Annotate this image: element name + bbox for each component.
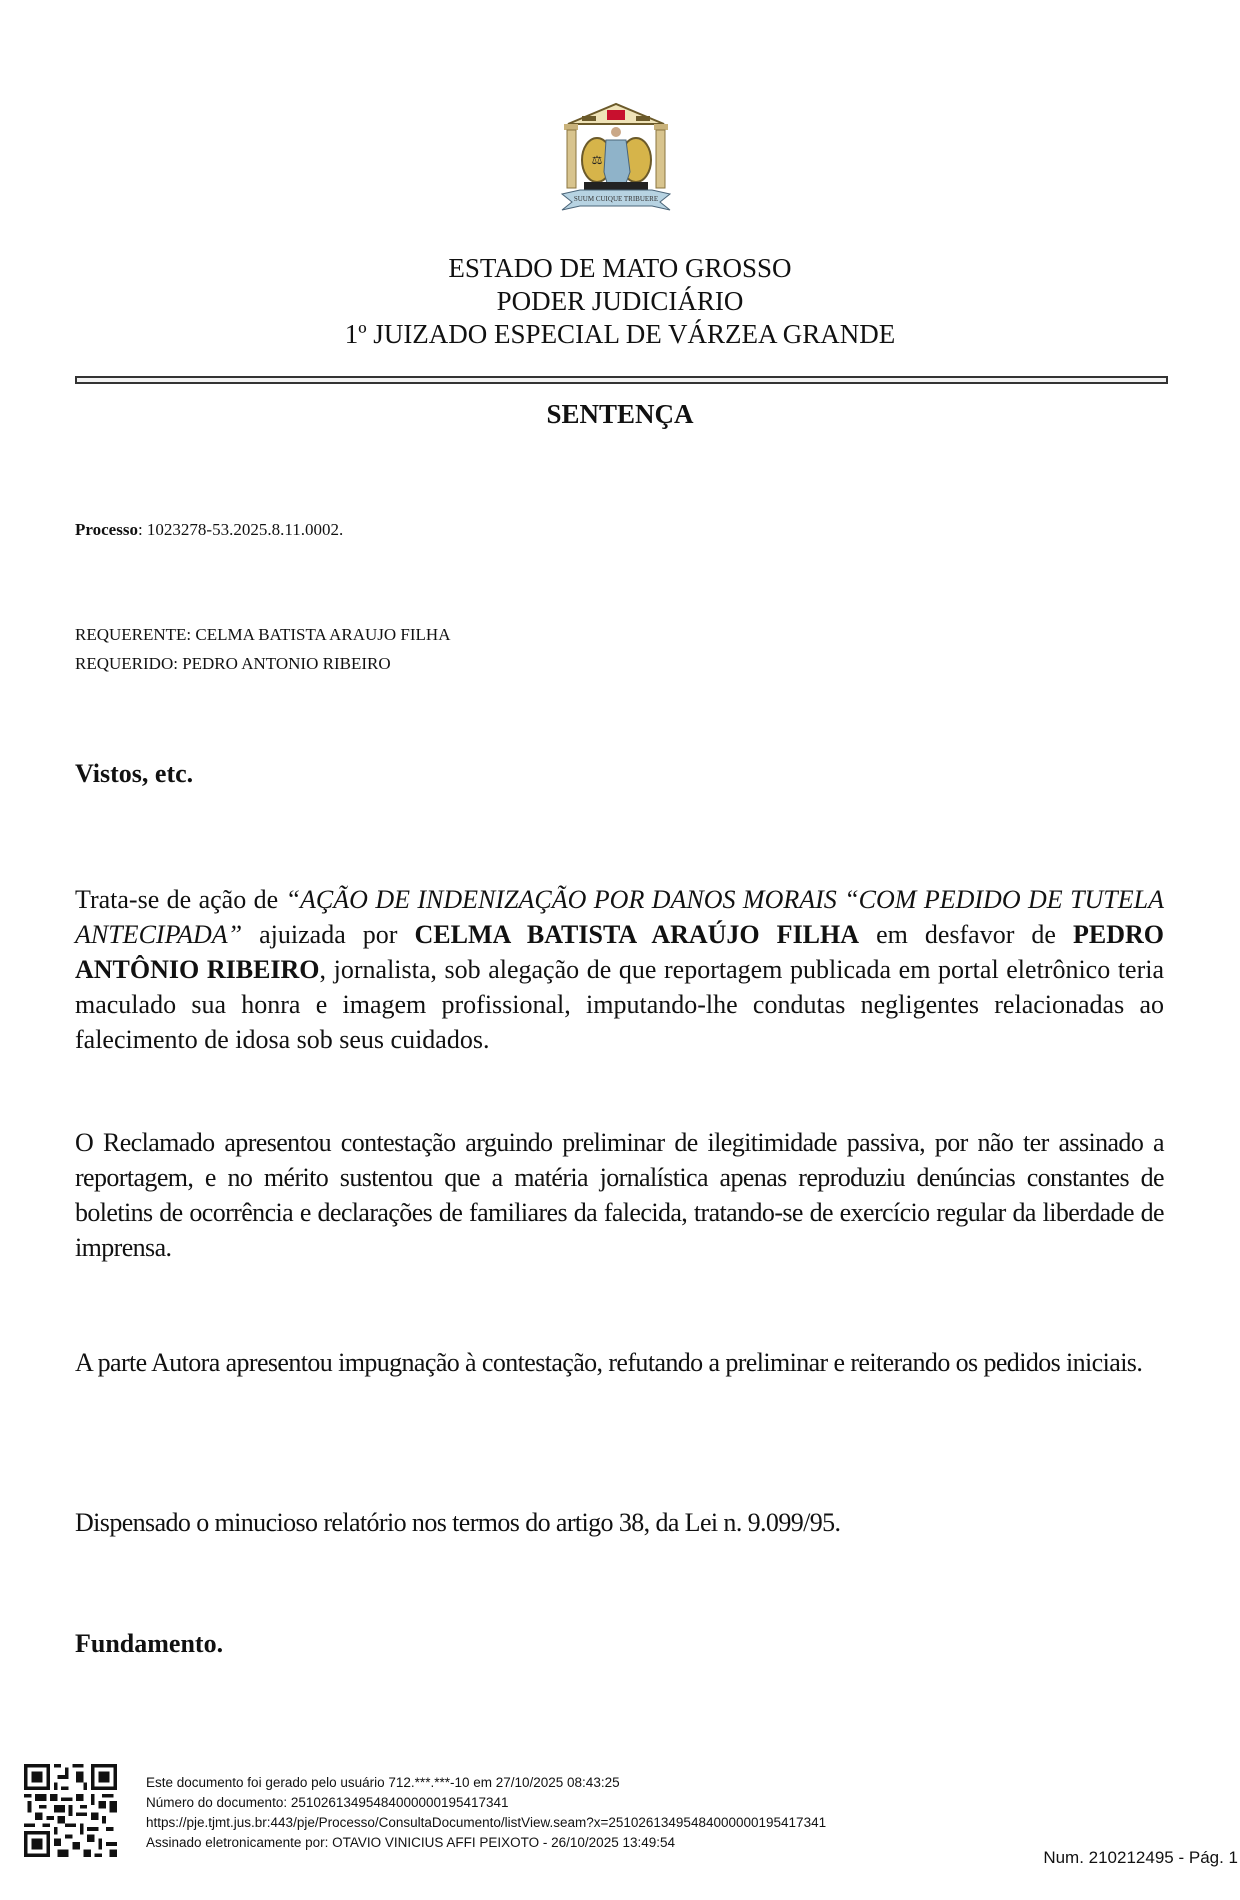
p1-text-3: ajuizada por [242, 920, 415, 949]
fundamento-heading: Fundamento. [75, 1629, 224, 1658]
court-emblem-icon [560, 102, 672, 216]
p1-defendant: PEDRO ANTÔNIO RIBEIRO [75, 920, 1164, 984]
page-number: Num. 210212495 - Pág. 1 [1043, 1848, 1238, 1867]
paragraph-2: O Reclamado apresentou contestação arguindo preliminar de ilegitimidade passiva, por não ter assinado a reportagem, e no mérito sustentou que a matéria jornalística apenas reproduziu denúncias constantes de boletins de ocorrência e declarações de familiares da falecida, tratando-se de exercício regular da liberdade de imprensa. [75, 1128, 1164, 1262]
paragraph-1 [75, 882, 1164, 1057]
process-value: : 1023278-53.2025.8.11.0002. [137, 520, 344, 539]
paragraph-4: Dispensado o minucioso relatório nos termos do artigo 38, da Lei n. 9.099/95. [75, 1508, 841, 1537]
document-number: Número do documento: 25102613495484000000195417341 [146, 1795, 509, 1810]
paragraph-3: A parte Autora apresentou impugnação à contestação, refutando a preliminar e reiterando os pedidos iniciais. [75, 1348, 1143, 1377]
p1-text-7: , jornalista, sob alegação de que reportagem publicada em portal eletrônico teria maculado sua honra e imagem profissional, imputando-lhe condutas negligentes relacionadas ao falecimento de idosa sob seus cuidados. [75, 955, 1165, 1054]
header-divider [75, 376, 1168, 384]
process-number [75, 515, 343, 544]
signed-by: Assinado eletronicamente por: OTAVIO VINICIUS AFFI PEIXOTO - 26/10/2025 13:49:54 [146, 1835, 676, 1850]
header-court: 1º JUIZADO ESPECIAL DE VÁRZEA GRANDE [344, 319, 896, 349]
document-title: SENTENÇA [546, 399, 694, 429]
svg-text:⚖: ⚖ [591, 153, 603, 167]
header-state: ESTADO DE MATO GROSSO [448, 253, 792, 283]
qr-code-icon [24, 1764, 117, 1857]
p1-text-5: em desfavor de [859, 920, 1073, 949]
header-branch: PODER JUDICIÁRIO [496, 286, 744, 316]
signature-info [146, 1773, 826, 1853]
svg-text:SUUM CUIQUE TRIBUERE: SUUM CUIQUE TRIBUERE [573, 195, 659, 203]
generated-by: Este documento foi gerado pelo usuário 712.***.***-10 em 27/10/2025 08:43:25 [146, 1775, 620, 1790]
vistos-heading: Vistos, etc. [75, 759, 194, 788]
requerente: REQUERENTE: CELMA BATISTA ARAUJO FILHA [75, 625, 451, 644]
p1-text-1: Trata-se de ação de [75, 885, 286, 914]
p1-plaintiff: CELMA BATISTA ARAÚJO FILHA [414, 920, 860, 949]
requerido: REQUERIDO: PEDRO ANTONIO RIBEIRO [75, 654, 391, 673]
p1-action-title: “AÇÃO DE INDENIZAÇÃO POR DANOS MORAIS “COM PEDIDO DE TUTELA ANTECIPADA” [75, 885, 1164, 949]
process-label: Processo [75, 520, 138, 539]
document-url[interactable]: https://pje.tjmt.jus.br:443/pje/Processo/ConsultaDocumento/listView.seam?x=25102613495484000000195417341 [146, 1815, 827, 1830]
